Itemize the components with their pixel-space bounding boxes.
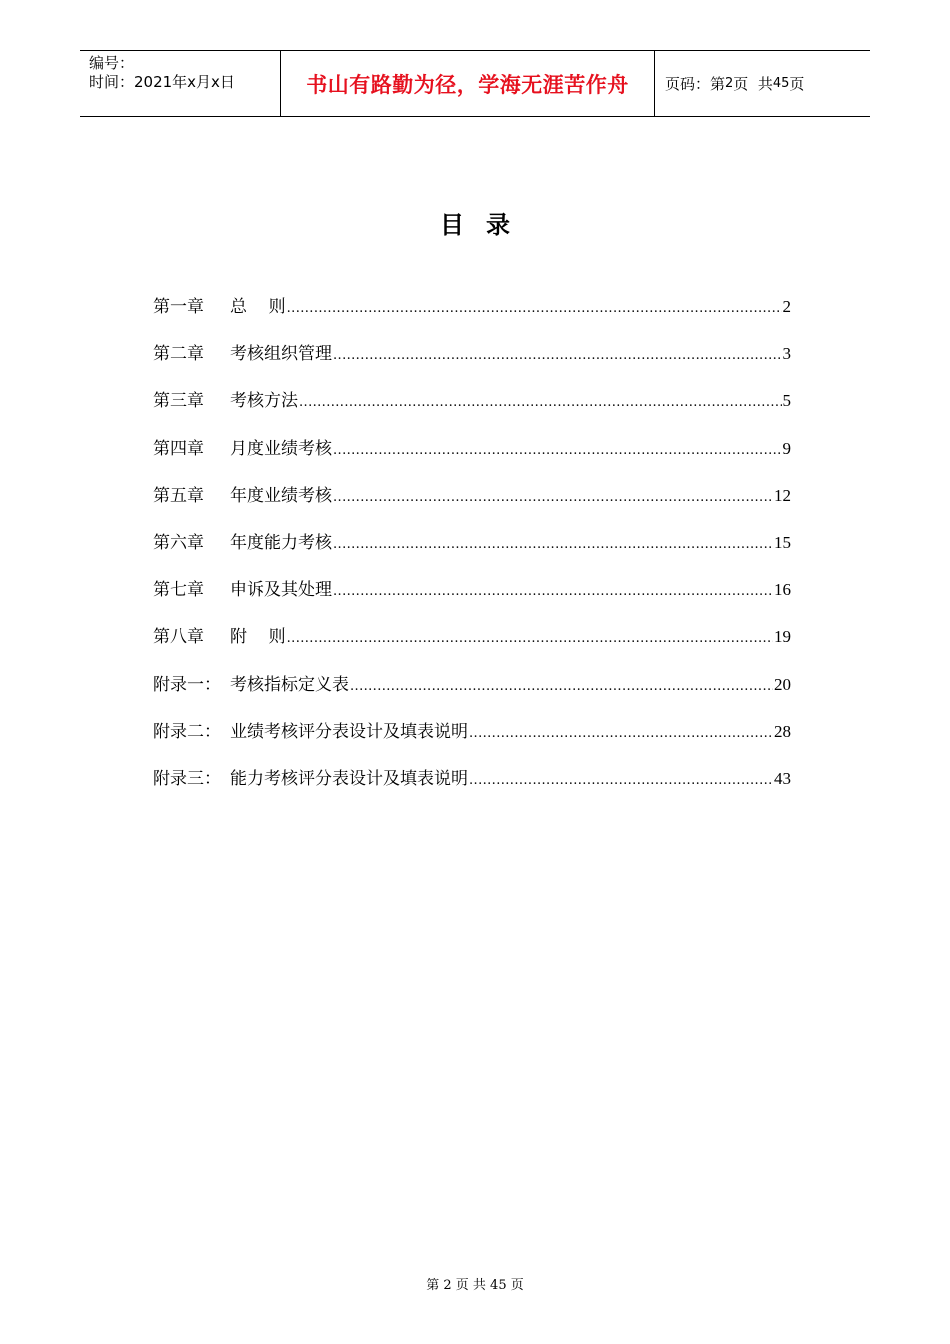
toc-leader-dots [333,584,773,599]
toc-page-number: 3 [782,344,791,364]
header-motto: 书山有路勤为径，学海无涯苦作舟 [281,51,655,116]
toc-leader-dots [333,443,782,458]
header-page-suffix: 页 [789,75,805,93]
toc-chapter: 第三章 [153,391,204,412]
toc-title: 目录 [440,211,532,239]
toc-chapter: 第二章 [153,344,204,365]
toc-entry-title: 附 则 [230,627,286,648]
toc-entry-title: 申诉及其处理 [230,580,332,601]
toc-entry-title: 能力考核评分表设计及填表说明 [230,768,468,789]
toc-entry[interactable] [153,717,791,764]
toc-leader-dots [287,301,782,316]
toc-entry[interactable] [153,339,791,386]
toc-page-number: 2 [782,297,791,316]
toc-entry-title: 年度能力考核 [230,532,332,553]
toc-entry-title: 业绩考核评分表设计及填表说明 [230,721,468,742]
toc-chapter: 第四章 [153,438,204,459]
toc-entry-title: 考核指标定义表 [230,674,349,695]
toc-entry[interactable] [153,386,791,433]
toc-leader-dots [333,348,782,363]
toc-page-number: 28 [774,721,791,741]
toc-chapter: 附录一： [153,674,221,695]
page-footer: 第 2 页 共 45 页 [426,1278,524,1293]
header-page-mid: 页 共 [733,75,773,93]
toc-entry[interactable] [153,575,791,622]
document-number-label: 编号： [89,54,135,72]
toc-leader-dots [299,395,782,410]
toc-page-number: 9 [782,438,791,458]
toc-leader-dots [333,537,773,552]
toc-chapter: 第六章 [153,532,204,553]
toc-page-number: 15 [774,532,791,552]
header-meta-cell [80,51,281,116]
toc-entry[interactable] [153,481,791,528]
toc-chapter: 第七章 [153,580,204,601]
toc-leader-dots [287,631,773,646]
toc-entry-title: 考核组织管理 [230,344,332,365]
toc-entry[interactable] [153,670,791,717]
toc-chapter: 第五章 [153,485,204,506]
toc-page-number: 16 [774,580,791,600]
toc-leader-dots [469,773,773,788]
toc-entry[interactable] [153,528,791,575]
toc-page-number: 43 [774,768,791,788]
toc-entry-title: 月度业绩考核 [230,438,332,459]
toc-chapter: 第一章 [153,297,204,317]
table-of-contents [153,292,791,811]
toc-chapter: 附录二： [153,721,221,742]
toc-page-number: 5 [782,391,791,411]
toc-chapter: 附录三： [153,768,221,789]
header-page-total: 45 [772,76,790,91]
toc-entry[interactable] [153,292,791,339]
toc-page-number: 20 [774,674,791,694]
toc-page-number: 12 [774,485,791,505]
toc-entry-title: 总 则 [230,297,286,317]
toc-entry-title: 年度业绩考核 [230,485,332,506]
toc-leader-dots [333,490,773,505]
toc-entry-title: 考核方法 [230,391,298,412]
header-page-number [655,51,870,116]
page-header [80,50,870,117]
header-page-prefix: 页码：第 [665,75,726,93]
toc-entry[interactable] [153,764,791,811]
toc-page-number: 19 [774,627,791,647]
toc-leader-dots [350,679,773,694]
toc-entry[interactable] [153,434,791,481]
document-time-label: 时间：2021年x月x日 [89,73,235,91]
toc-entry[interactable] [153,622,791,669]
header-page-current: 2 [725,76,734,91]
toc-leader-dots [469,726,773,741]
toc-chapter: 第八章 [153,627,204,648]
